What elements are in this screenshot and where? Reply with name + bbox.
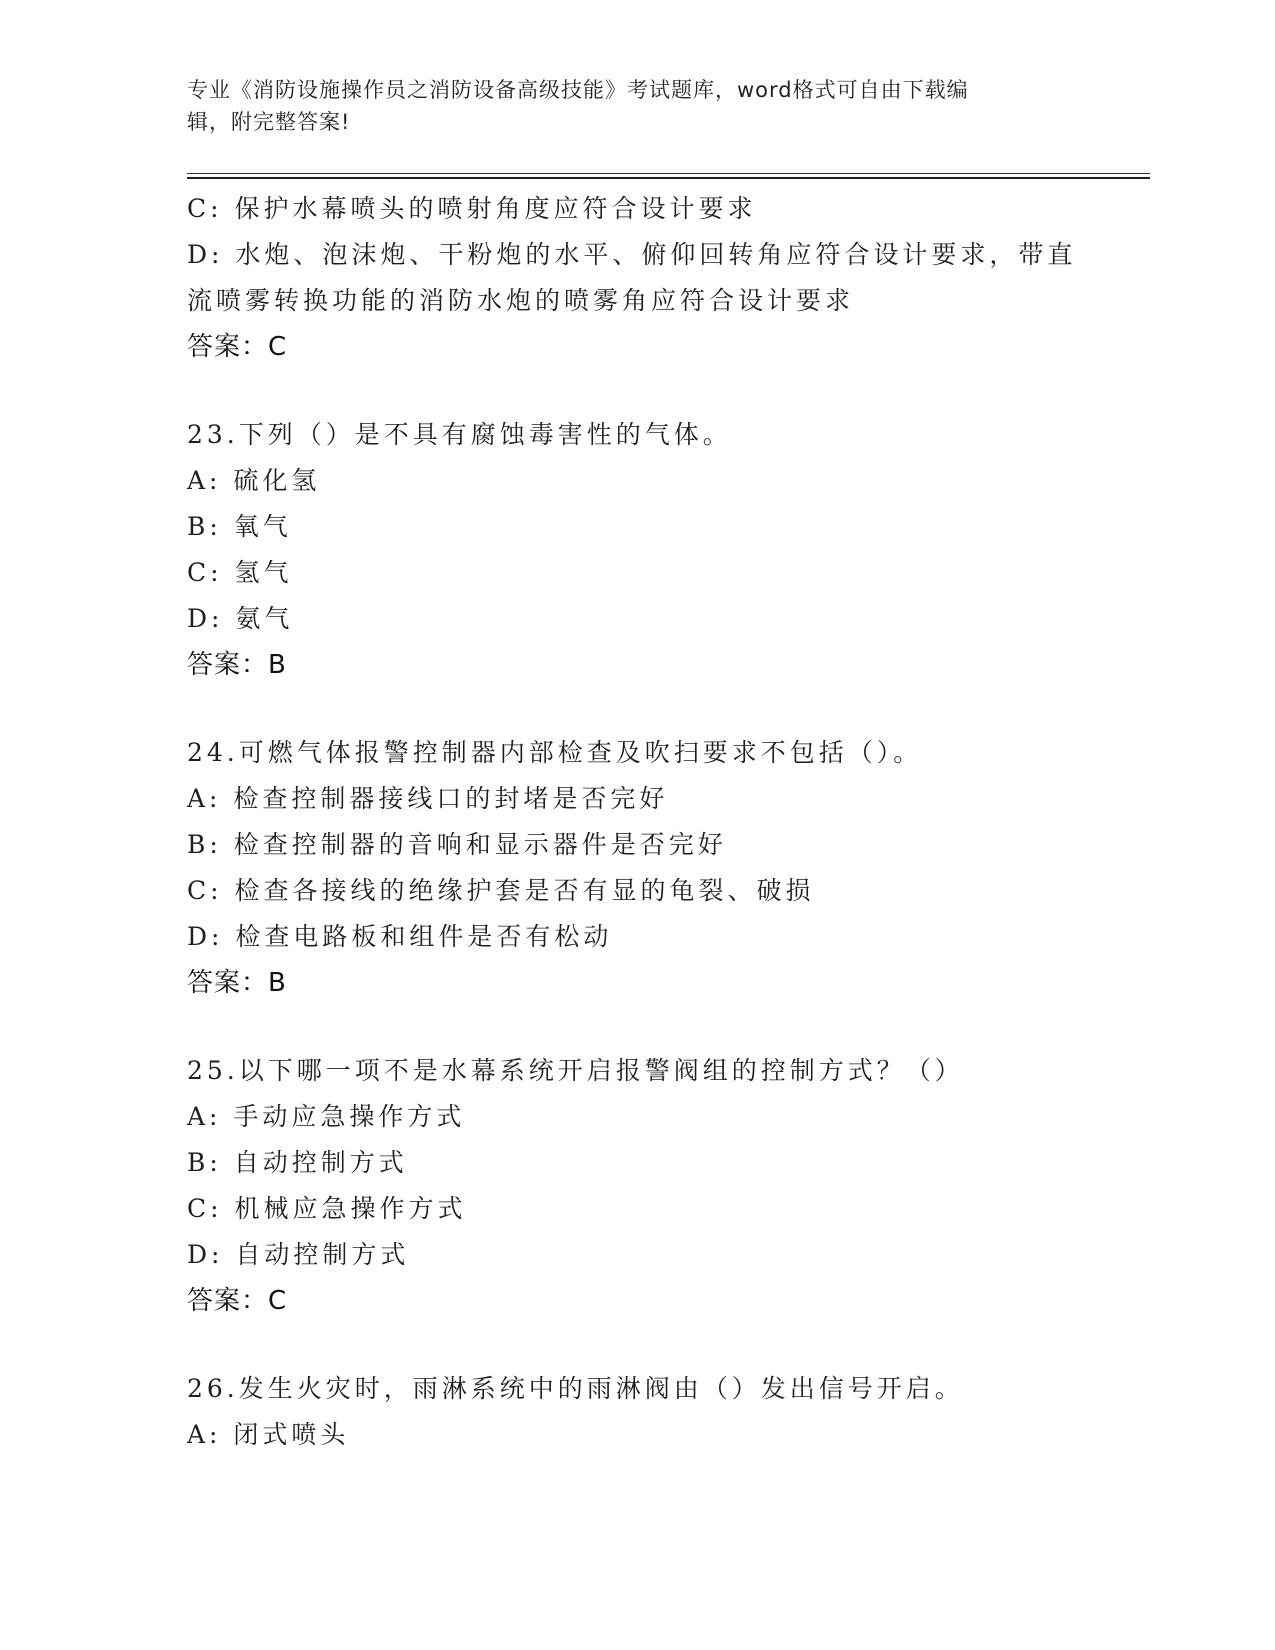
spacer bbox=[187, 1006, 1087, 1048]
option-c: C: 氢气 bbox=[187, 558, 293, 587]
spacer bbox=[187, 688, 1087, 730]
header-divider-thin bbox=[187, 173, 1150, 174]
option-d: D: 检查电路板和组件是否有松动 bbox=[187, 922, 613, 951]
option-b: B: 检查控制器的音响和显示器件是否完好 bbox=[187, 830, 727, 859]
answer: 答案：C bbox=[187, 332, 288, 362]
question-22-continued bbox=[187, 186, 1087, 370]
option-c: C: 保护水幕喷头的喷射角度应符合设计要求 bbox=[187, 194, 757, 223]
option-c: C: 机械应急操作方式 bbox=[187, 1194, 467, 1223]
question-25 bbox=[187, 1048, 1087, 1324]
option-c: C: 检查各接线的绝缘护套是否有显的龟裂、破损 bbox=[187, 876, 815, 905]
question-23 bbox=[187, 412, 1087, 688]
document-header bbox=[187, 74, 1067, 138]
question-stem: 23.下列（）是不具有腐蚀毒害性的气体。 bbox=[187, 420, 732, 449]
header-line-2: 辑，附完整答案! bbox=[187, 110, 351, 134]
option-a: A: 检查控制器接线口的封堵是否完好 bbox=[187, 784, 669, 813]
option-a: A: 硫化氢 bbox=[187, 466, 321, 495]
option-a: A: 手动应急操作方式 bbox=[187, 1102, 466, 1131]
option-b: B: 氧气 bbox=[187, 512, 292, 541]
question-stem: 25.以下哪一项不是水幕系统开启报警阀组的控制方式？（） bbox=[187, 1056, 964, 1085]
spacer bbox=[187, 1324, 1087, 1366]
question-content bbox=[187, 186, 1087, 1458]
question-stem: 26.发生火灾时，雨淋系统中的雨淋阀由（）发出信号开启。 bbox=[187, 1374, 964, 1403]
option-d: D: 自动控制方式 bbox=[187, 1240, 410, 1269]
option-d: D: 水炮、泡沫炮、干粉炮的水平、俯仰回转角应符合设计要求，带直 bbox=[187, 240, 1077, 269]
question-stem: 24.可燃气体报警控制器内部检查及吹扫要求不包括（）。 bbox=[187, 738, 923, 767]
question-24 bbox=[187, 730, 1087, 1006]
option-b: B: 自动控制方式 bbox=[187, 1148, 408, 1177]
question-26 bbox=[187, 1366, 1087, 1458]
header-divider-thick bbox=[187, 177, 1150, 179]
option-d: D: 氨气 bbox=[187, 604, 294, 633]
answer: 答案：B bbox=[187, 968, 287, 998]
spacer bbox=[187, 370, 1087, 412]
answer: 答案：C bbox=[187, 1286, 288, 1316]
option-d-continued: 流喷雾转换功能的消防水炮的喷雾角应符合设计要求 bbox=[187, 286, 855, 315]
answer: 答案：B bbox=[187, 650, 287, 680]
header-line-1: 专业《消防设施操作员之消防设备高级技能》考试题库，word格式可自由下载编 bbox=[187, 78, 969, 102]
option-a: A: 闭式喷头 bbox=[187, 1420, 350, 1449]
